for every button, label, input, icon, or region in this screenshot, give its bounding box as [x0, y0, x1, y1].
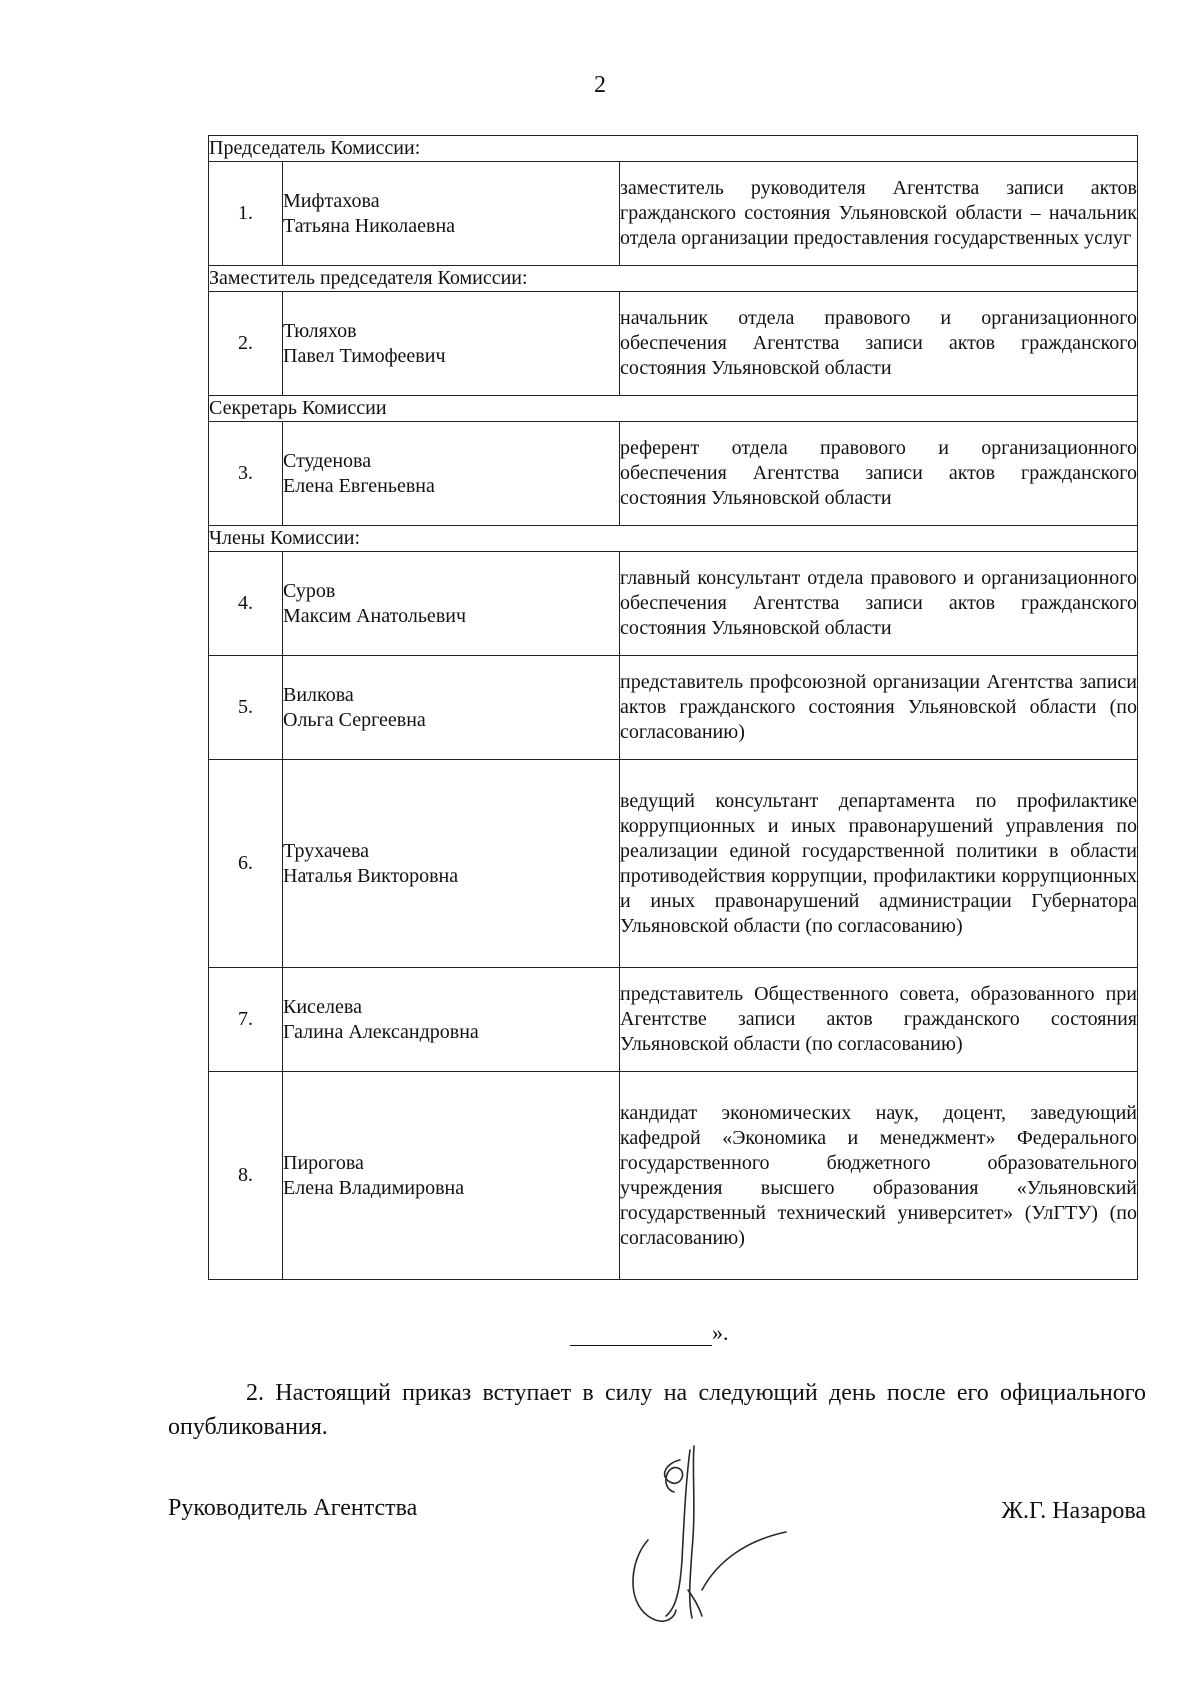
section-row-secretary [209, 396, 1138, 422]
page-number: 2 [594, 72, 606, 98]
member-name [283, 968, 620, 1072]
member-given-names: Павел Тимофеевич [283, 344, 446, 367]
member-given-names: Максим Анатольевич [283, 604, 467, 627]
member-surname: Вилкова [283, 683, 354, 706]
closing-mark [570, 1320, 729, 1346]
commission-table [208, 135, 1138, 1280]
member-name [283, 1072, 620, 1280]
section-heading: Председатель Комиссии: [209, 136, 1138, 162]
member-given-names: Галина Александровна [283, 1020, 479, 1043]
member-position: ведущий консультант департамента по профилактике коррупционных и иных правонарушений управления по реализации единой государственной политики в области противодействия коррупции, профилактики коррупционных и иных правонарушений администрации Губернатора Ульяновской области (по согласованию) [620, 760, 1138, 968]
member-number: 4. [209, 552, 283, 656]
table-row [209, 656, 1138, 760]
table-row [209, 162, 1138, 266]
member-position: начальник отдела правового и организационного обеспечения Агентства записи актов гражданского состояния Ульяновской области [620, 292, 1138, 396]
section-row-members [209, 526, 1138, 552]
section-heading: Заместитель председателя Комиссии: [209, 266, 1138, 292]
table-row [209, 422, 1138, 526]
section-row-deputy-chairman [209, 266, 1138, 292]
member-name [283, 552, 620, 656]
effective-date-clause: 2. Настоящий приказ вступает в силу на следующий день после его официального опубликования. [168, 1380, 1146, 1440]
section-heading: Секретарь Комиссии [209, 396, 1138, 422]
table-row [209, 292, 1138, 396]
signer-name: Ж.Г. Назарова [1001, 1498, 1146, 1524]
member-surname: Киселева [283, 995, 362, 1018]
member-name [283, 292, 620, 396]
table-row [209, 760, 1138, 968]
table-row [209, 552, 1138, 656]
section-heading: Члены Комиссии: [209, 526, 1138, 552]
member-given-names: Татьяна Николаевна [283, 214, 456, 237]
table-row [209, 1072, 1138, 1280]
member-position: главный консультант отдела правового и организационного обеспечения Агентства записи актов гражданского состояния Ульяновской области [620, 552, 1138, 656]
closing-quote: ». [712, 1320, 729, 1345]
member-name [283, 162, 620, 266]
blank-underline [570, 1323, 712, 1346]
member-number: 1. [209, 162, 283, 266]
member-surname: Студенова [283, 449, 372, 472]
member-position: референт отдела правового и организационного обеспечения Агентства записи актов гражданского состояния Ульяновской области [620, 422, 1138, 526]
member-given-names: Наталья Викторовна [283, 864, 459, 887]
member-position: заместитель руководителя Агентства записи актов гражданского состояния Ульяновской области – начальник отдела организации предоставления государственных услуг [620, 162, 1138, 266]
member-given-names: Елена Владимировна [283, 1176, 465, 1199]
member-number: 2. [209, 292, 283, 396]
member-surname: Тюляхов [283, 319, 357, 342]
member-name [283, 656, 620, 760]
member-surname: Трухачева [283, 839, 369, 862]
member-name [283, 422, 620, 526]
member-number: 6. [209, 760, 283, 968]
member-position: кандидат экономических наук, доцент, заведующий кафедрой «Экономика и менеджмент» Федерального государственного бюджетного образовательного учреждения высшего образования «Ульяновский государственный технический университет» (УлГТУ) (по согласованию) [620, 1072, 1138, 1280]
signer-title: Руководитель Агентства [168, 1495, 418, 1521]
table-row [209, 968, 1138, 1072]
member-name [283, 760, 620, 968]
handwritten-signature-icon [618, 1440, 798, 1630]
member-position: представитель Общественного совета, образованного при Агентстве записи актов гражданского состояния Ульяновской области (по согласованию) [620, 968, 1138, 1072]
member-number: 7. [209, 968, 283, 1072]
member-number: 3. [209, 422, 283, 526]
member-surname: Пирогова [283, 1151, 364, 1174]
member-given-names: Елена Евгеньевна [283, 474, 435, 497]
section-row-chairman [209, 136, 1138, 162]
member-position: представитель профсоюзной организации Агентства записи актов гражданского состояния Ульяновской области (по согласованию) [620, 656, 1138, 760]
member-number: 5. [209, 656, 283, 760]
member-surname: Мифтахова [283, 189, 380, 212]
member-number: 8. [209, 1072, 283, 1280]
member-given-names: Ольга Сергеевна [283, 708, 426, 731]
member-surname: Суров [283, 579, 336, 602]
